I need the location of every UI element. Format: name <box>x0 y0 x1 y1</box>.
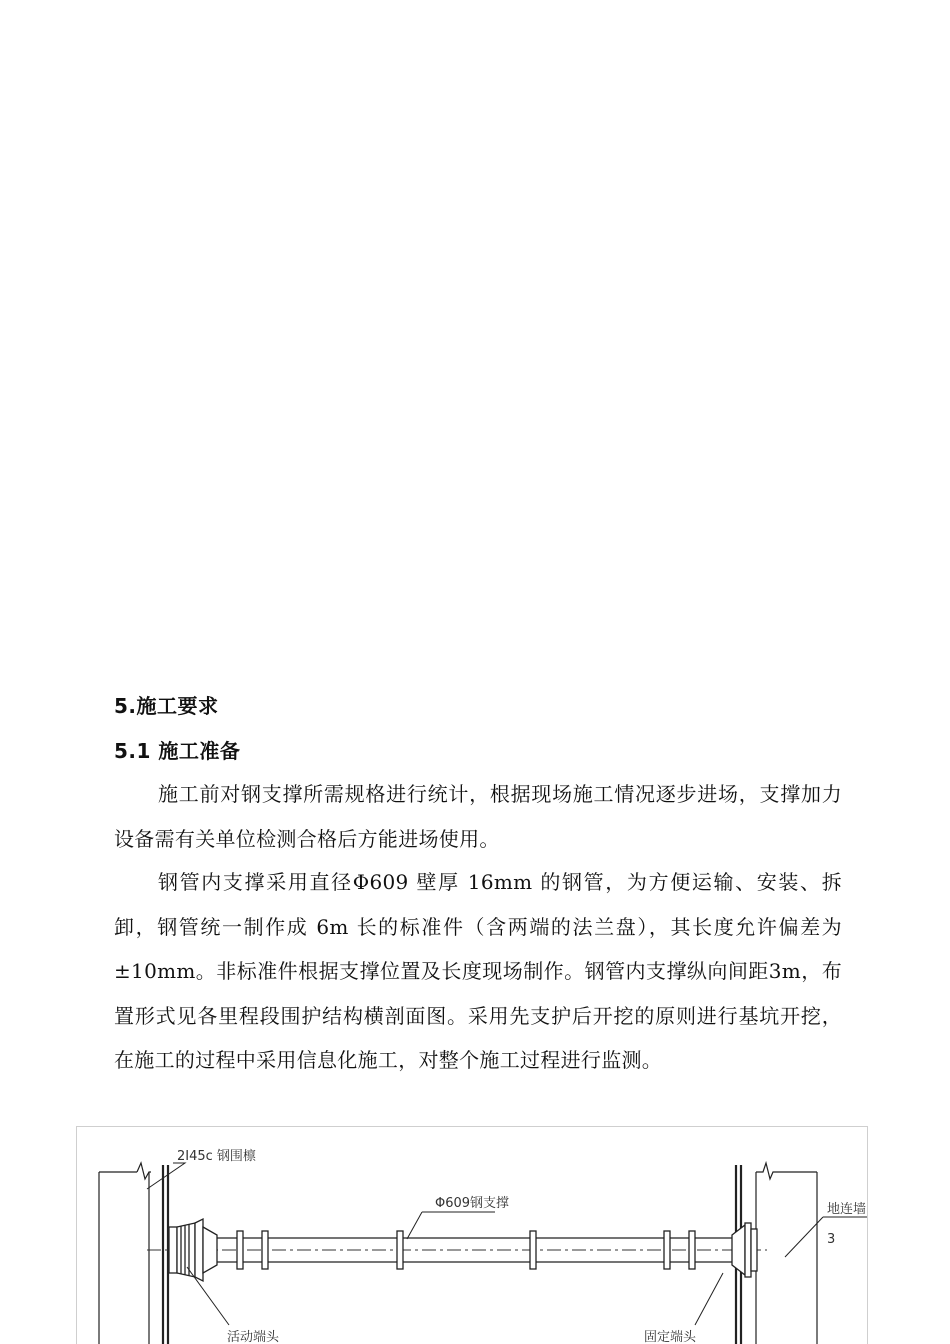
leader-lines <box>147 1163 867 1325</box>
steel-strut-diagram <box>76 1126 868 1344</box>
waling-label: 2I45c 钢围檩 <box>177 1149 256 1164</box>
diagram-drawing <box>77 1127 868 1344</box>
paragraph-preparation: 施工前对钢支撑所需规格进行统计，根据现场施工情况逐步进场，支撑加力设备需有关单位检测合格后方能进场使用。 <box>114 782 842 851</box>
movable-end-label: 活动端头 <box>227 1330 280 1344</box>
left-retaining-wall <box>99 1163 168 1344</box>
paragraph-steel-strut: 钢管内支撑采用直径Φ609 壁厚 16mm 的钢管，为方便运输、安装、拆卸，钢管统一制作成 6m 长的标准件（含两端的法兰盘），其长度允许偏差为±10mm。非标准件根据支撑位置及长度现场制作。钢管内支撑纵向间距3m，布置形式见各里程段围护结构横剖面图。采用先支护后开挖的原则进行基坑开挖，在施工的过程中采用信息化施工，对整个施工过程进行监测。 <box>114 870 842 1072</box>
wall-number-label: 3 <box>827 1232 836 1247</box>
strut-label: Φ609钢支撑 <box>435 1196 510 1211</box>
movable-end-head <box>169 1219 217 1281</box>
subsection-heading: 5.1 施工准备 <box>114 739 241 763</box>
fixed-end-label: 固定端头 <box>644 1330 697 1344</box>
section-heading: 5.施工要求 <box>114 694 219 718</box>
wall-label: 地连墙 <box>827 1202 867 1217</box>
